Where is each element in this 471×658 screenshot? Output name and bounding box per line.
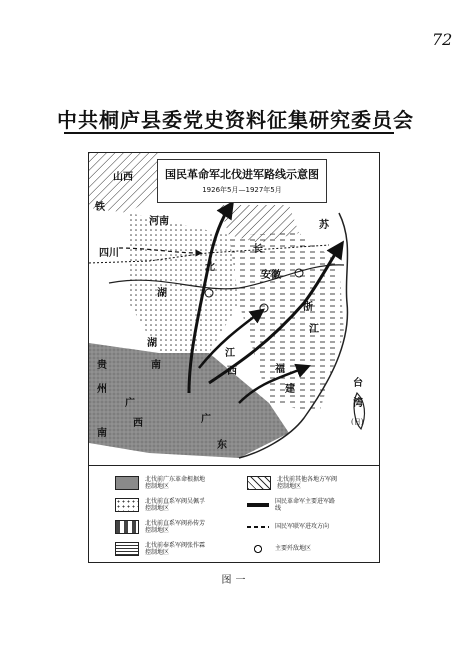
legend-item — [115, 496, 207, 514]
label-taiwan-wan: 湾 — [353, 398, 363, 409]
label-guizhou-zhou: 州 — [97, 384, 107, 395]
map-title-box — [157, 159, 327, 203]
legend-item — [115, 474, 207, 492]
label-hubei-bei: 北 — [205, 262, 215, 273]
label-guangdong-guang: 广 — [201, 414, 211, 425]
region-central-dotted — [129, 213, 239, 353]
legend-swatch-hatched — [247, 476, 271, 490]
legend-label: 北伐前直系军阀吴佩孚控制地区 — [145, 497, 206, 512]
label-sichuan: 四川 — [99, 248, 119, 259]
legend-swatch-gray — [115, 476, 139, 490]
label-henan: 河南 — [149, 216, 169, 227]
label-guangxi-xi: 西 — [133, 418, 143, 429]
label-hunan-hu: 湖 — [147, 338, 157, 349]
label-tie: 铁 — [95, 202, 105, 213]
legend-swatch-thin-arrow — [247, 521, 269, 533]
label-zhejiang-zhe: 浙 — [303, 302, 313, 313]
label-hubei-hu: 湖 — [157, 288, 167, 299]
label-guangxi-guang: 广 — [125, 398, 135, 409]
legend-label: 北伐前奉系军阀张作霖控制地区 — [145, 541, 206, 556]
label-fujian-jian: 建 — [285, 384, 295, 395]
legend-item — [247, 474, 339, 492]
label-jiangsu: 苏 — [319, 220, 329, 231]
legend-item — [115, 540, 207, 558]
map-legend — [88, 466, 380, 563]
legend-label: 北伐前直系军阀孙传芳控制地区 — [145, 519, 206, 534]
map-subtitle: 1926年5月—1927年5月 — [202, 186, 282, 194]
label-jiangxi-xi: 西 — [227, 366, 237, 377]
label-fujian-fu: 福 — [275, 364, 285, 375]
label-guangdong-dong: 东 — [217, 440, 227, 451]
label-anhui: 安徽 — [261, 270, 281, 281]
legend-item — [247, 518, 337, 536]
label-zhejiang-jiang: 江 — [309, 324, 319, 335]
label-jiangxi-jiang: 江 — [225, 348, 235, 359]
label-yunnan: 南 — [97, 428, 107, 439]
legend-swatch-dashed — [115, 520, 139, 534]
legend-label: 北伐前其他各地方军阀控制地区 — [277, 475, 338, 490]
header-title: 中共桐庐县委党史资料征集研究委员会 — [57, 108, 414, 132]
label-hunan-nan: 南 — [151, 360, 161, 371]
label-taiwan-note: (日) — [351, 418, 364, 426]
label-taiwan: 台 — [353, 378, 363, 389]
label-shanxi: 山西 — [113, 172, 133, 183]
legend-swatch-battle — [247, 543, 269, 555]
legend-label: 北伐前广东革命根据地控制地区 — [145, 475, 206, 490]
legend-item — [247, 496, 337, 514]
legend-swatch-dotted — [115, 498, 139, 512]
legend-label: 国民军联军进攻方向 — [275, 523, 330, 531]
legend-swatch-bold-arrow — [247, 499, 269, 511]
figure-caption: 图一 — [221, 575, 250, 586]
header-rule — [64, 132, 394, 134]
legend-item — [115, 518, 207, 536]
legend-swatch-striped — [115, 542, 139, 556]
label-chang: 长 — [253, 244, 263, 255]
legend-label: 国民革命军主要进军路线 — [275, 497, 336, 512]
legend-label: 主要歼敌地区 — [275, 545, 312, 553]
page-number: 72 — [432, 30, 453, 49]
label-guizhou-gui: 贵 — [97, 360, 107, 371]
map-title: 国民革命军北伐进军路线示意图 — [165, 168, 319, 181]
map-frame — [88, 152, 380, 466]
legend-item — [247, 540, 337, 558]
